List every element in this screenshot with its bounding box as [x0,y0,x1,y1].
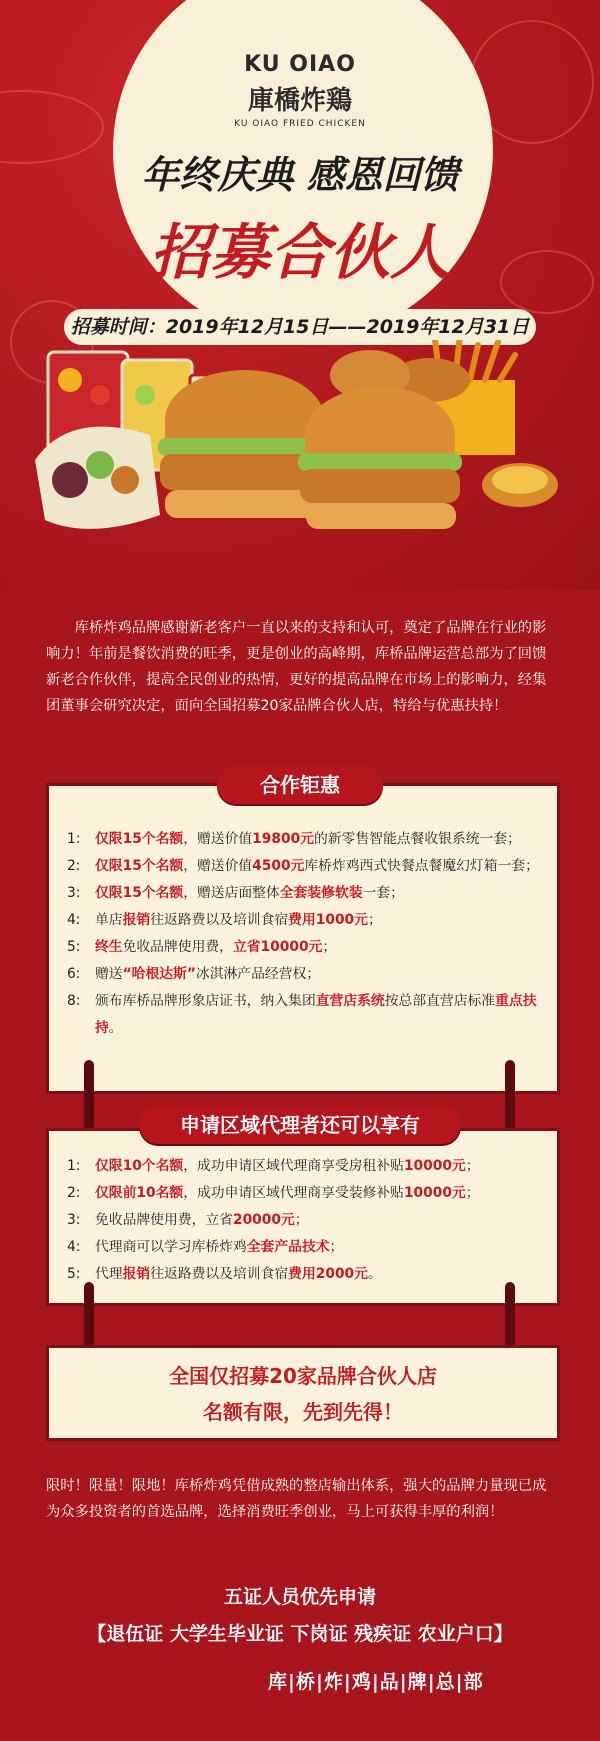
highlight-text: 仅限前10名额 [95,1185,184,1201]
promo-card [46,1345,560,1441]
body-text: 往返路费以及培训食宿 [150,912,289,928]
highlight-text: 仅限15个名额 [95,858,184,874]
list-item-number: 6: [67,966,81,982]
body-text: 免收品牌使用费， [122,939,233,955]
list-item-text [95,853,541,880]
cooperation-card [46,783,560,1094]
list-item [67,934,541,961]
brand-name-en: KU OIAO FRIED CHICKEN [234,119,366,129]
highlight-text: 全套装修软装 [279,885,363,901]
highlight-text: 20000元 [232,1212,295,1228]
list-item-number: 4: [67,1239,81,1255]
body-text: 代理 [95,1266,123,1282]
list-item-number: 8: [67,993,81,1009]
list-item-text [95,1153,541,1180]
hero-banner [0,0,600,590]
body-text: ； [322,939,337,955]
list-item-number: 3: [67,885,81,901]
regional-card [46,1128,560,1306]
highlight-text: 报销 [122,912,151,928]
promo-line-2: 名额有限，先到先得！ [203,1400,403,1424]
list-item-number: 1: [67,831,81,847]
tagline: 年终庆典 感恩回馈 [141,153,459,197]
body-text: ，成功申请区域代理商享受装修补贴 [183,1185,404,1201]
list-item-text [95,880,541,907]
list-item-text [95,907,541,934]
intro-paragraph: 库桥炸鸡品牌感谢新老客户一直以来的支持和认可，奠定了品牌在行业的影响力！年前是餐饮消费的旺季，更是创业的高峰期，库桥品牌运营总部为了回馈新老合作伙伴，提高全民创业的热情，更好的提高品牌在市场上的影响力，经集团董事会研究决定，面向全国招募20家品牌合伙人店，特给与优惠扶持！ [46,620,547,714]
brand-name-cn: 庫橋炸鶏 [247,86,352,116]
highlight-text: 全套产品技术 [246,1239,330,1255]
body-text: ； [367,912,382,928]
list-item-text [95,1180,541,1207]
body-text: 免收品牌使用费，立省 [95,1212,233,1228]
list-item [67,853,541,880]
list-item [67,961,541,988]
highlight-text: 终生 [95,939,123,955]
body-text: 往返路费以及培训食宿 [150,1266,289,1282]
cooperation-list [67,826,541,1042]
list-item [67,1207,541,1234]
body-text: 冰淇淋产品经营权； [195,966,321,982]
list-item [67,1153,541,1180]
list-item-number: 4: [67,912,81,928]
body-text: 按总部直营店标准 [384,993,496,1009]
highlight-text: 仅限10个名额 [95,1158,184,1174]
body-text: ； [465,1158,480,1174]
highlight-text: 费用1000元 [288,912,368,928]
list-item [67,1234,541,1261]
regional-title: 申请区域代理者还可以享有 [139,1106,461,1144]
body-text: ； [294,1212,309,1228]
list-item-number: 2: [67,1185,81,1201]
signature: 库|桥|炸|鸡|品|牌|总|部 [268,1671,484,1693]
list-item-number: 5: [67,939,81,955]
list-item-text [95,934,541,961]
highlight-text: 立省10000元 [232,939,323,955]
outro-paragraph: 限时！限量！限地！库桥炸鸡凭借成熟的整店输出体系，强大的品牌力量现已成为众多投资者的首选品牌，选择消费旺季创业，马上可获得丰厚的利润！ [46,1478,547,1520]
body-text: 。 [367,1266,382,1282]
highlight-text: 费用2000元 [288,1266,368,1282]
wrap-icon [35,427,160,529]
highlight-text: “哈根达斯” [122,966,196,982]
highlight-text: 10000元 [403,1158,466,1174]
headline: 招募合伙人 [150,218,450,288]
list-item [67,1180,541,1207]
body-text: ，赠送店面整体 [183,885,280,901]
highlight-text: 重点扶持 [95,993,537,1036]
brand-logo-word: KU OIAO [244,52,356,77]
eligible-documents: 【退伍证 大学生毕业证 下岗证 残疾证 农业户口】 [87,1623,513,1645]
burger-icon [298,387,462,529]
body-text: 库桥炸鸡西式快餐点餐魔幻灯箱一套； [304,858,539,874]
highlight-text: 报销 [122,1266,151,1282]
highlight-text: 仅限15个名额 [95,885,184,901]
regional-list [67,1153,541,1288]
body-text: ，成功申请区域代理商享受房租补贴 [183,1158,404,1174]
list-item-number: 2: [67,858,81,874]
body-text: ； [465,1185,480,1201]
highlight-text: 直营店系统 [315,993,385,1009]
list-item-text [95,988,541,1042]
list-item [67,907,541,934]
list-item-number: 5: [67,1266,81,1282]
body-text: 颁布库桥品牌形象店证书，纳入集团 [95,993,316,1009]
date-range: 招募时间：2019年12月15日——2019年12月31日 [64,309,536,345]
list-item [67,826,541,853]
body-text: 赠送 [95,966,123,982]
priority-heading: 五证人员优先申请 [223,1586,376,1608]
list-item-number: 3: [67,1212,81,1228]
highlight-text: 19800元 [252,831,314,847]
cooperation-title: 合作钜惠 [217,766,383,804]
list-item-number: 1: [67,1158,81,1174]
promo-line-1: 全国仅招募20家品牌合伙人店 [169,1364,437,1388]
highlight-text: 10000元 [403,1185,466,1201]
list-item [67,1261,541,1288]
highlight-text: 4500元 [252,858,305,874]
list-item-text [95,1261,541,1288]
egg-tart-icon [482,463,558,507]
list-item-text [95,1207,541,1234]
body-text: ； [329,1239,344,1255]
body-text: 一套； [362,885,404,901]
body-text: 代理商可以学习库桥炸鸡 [95,1239,247,1255]
list-item-text [95,1234,541,1261]
body-text: 。 [108,1020,123,1036]
body-text: ，赠送价值 [183,858,253,874]
body-text: 单店 [95,912,123,928]
food-illustration [30,340,560,590]
list-item [67,880,541,907]
list-item-text [95,961,541,988]
list-item [67,988,541,1042]
body-text: 的新零售智能点餐收银系统一套； [313,831,521,847]
highlight-text: 仅限15个名额 [95,831,184,847]
body-text: ，赠送价值 [183,831,253,847]
list-item-text [95,826,541,853]
